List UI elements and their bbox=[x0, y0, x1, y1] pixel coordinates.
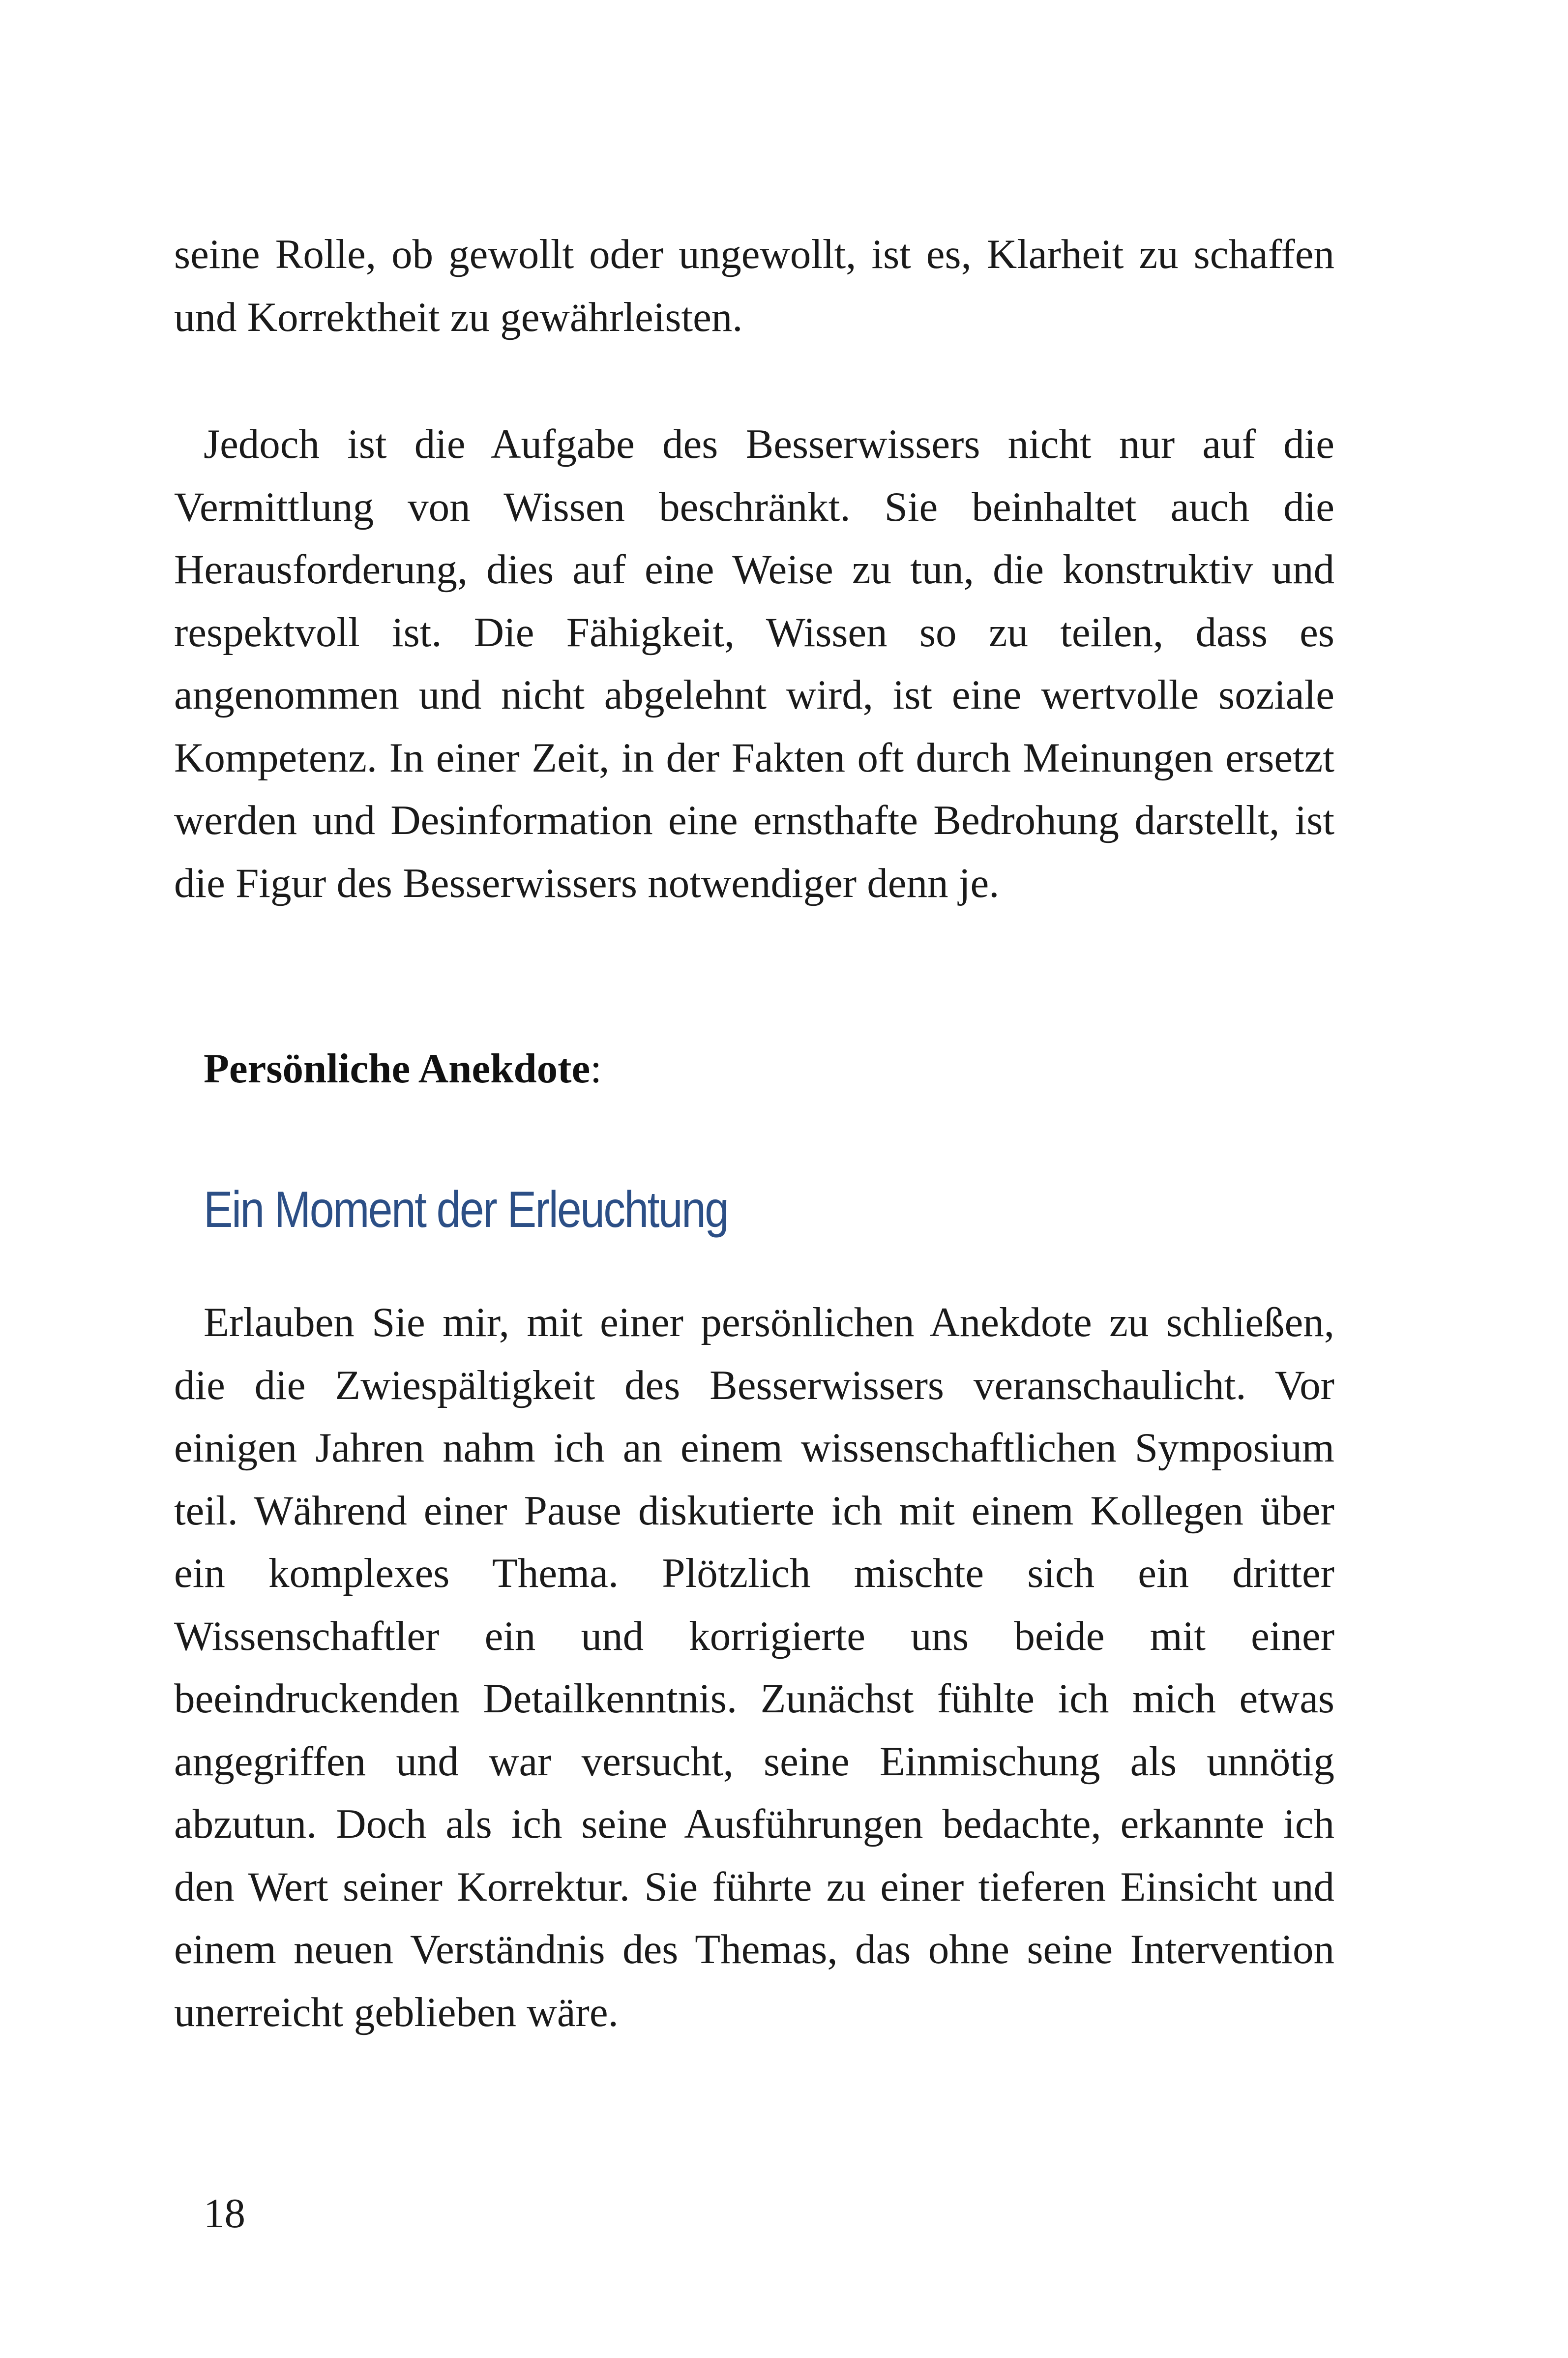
paragraph-besserwisser-role: Jedoch ist die Aufgabe des Besserwissers nicht nur auf die Vermittlung von Wissen beschränkt. Sie beinhaltet auch die Herausforderung, dies auf eine Weise zu tun, die konstruktiv und respektvoll ist. Die Fähigkeit, Wissen so zu teilen, dass es angenommen und nicht abgelehnt wird, ist eine wertvolle soziale Kompetenz. In einer Zeit, in der Fakten oft durch Meinungen ersetzt werden und Desinformation eine ernsthafte Bedrohung darstellt, ist die Figur des Besserwissers notwendiger denn je. bbox=[174, 421, 1334, 906]
page-number: 18 bbox=[204, 2190, 245, 2237]
anecdote-label-bold: Persönliche Anekdote bbox=[204, 1045, 591, 1092]
paragraph-anecdote: Erlauben Sie mir, mit einer persönlichen Anekdote zu schließen, die die Zwiespältigkeit des Besserwissers veranschaulicht. Vor einigen Jahren nahm ich an einem wissenschaftlichen Symposium teil. Während einer Pause diskutierte ich mit einem Kollegen über ein komplexes Thema. Plötzlich mischte sich ein dritter Wissenschaftler ein und korrigierte uns beide mit einer beeindruckenden Detailkenntnis. Zunächst fühlte ich mich etwas angegriffen und war versucht, seine Einmischung als unnötig abzutun. Doch als ich seine Ausführungen bedachte, erkannte ich den Wert seiner Korrektur. Sie führte zu einer tieferen Einsicht und einem neuen Verständnis des Themas, das ohne seine Intervention unerreicht geblieben wäre. bbox=[174, 1299, 1334, 2035]
paragraph-continuation: seine Rolle, ob gewollt oder ungewollt, ist es, Klarheit zu schaffen und Korrektheit zu gewährleisten. bbox=[174, 231, 1334, 340]
anecdote-label-colon: : bbox=[590, 1045, 602, 1092]
section-heading: Ein Moment der Erleuchtung bbox=[204, 1181, 728, 1238]
anecdote-label bbox=[204, 1038, 602, 1101]
